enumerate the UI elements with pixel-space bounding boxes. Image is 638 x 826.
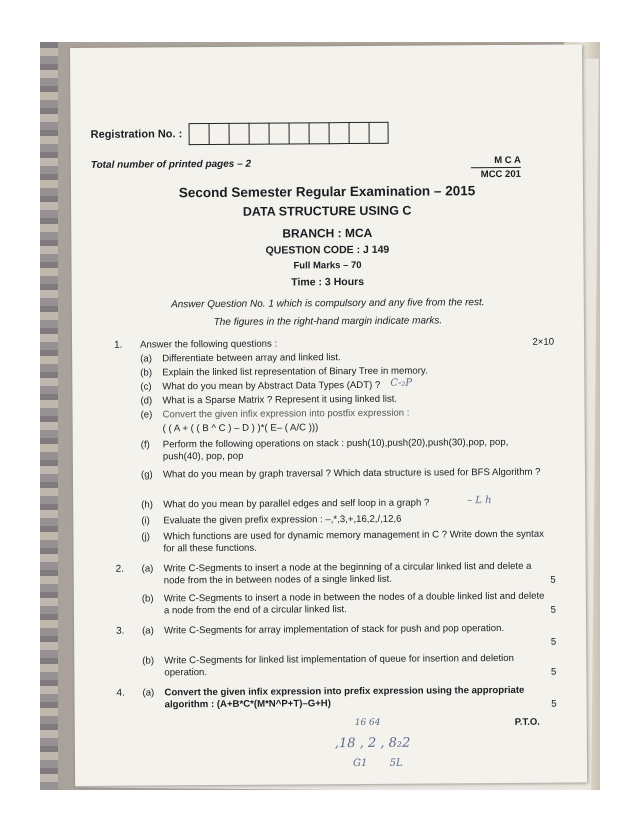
registration-box[interactable] <box>188 123 208 145</box>
sub-label: (a) <box>142 625 154 637</box>
sub-label: (a) <box>140 353 152 365</box>
sub-question-text: What do you mean by graph traversal ? Which data structure is used for BFS Algorithm ? <box>162 466 541 481</box>
sub-question-text: Which functions are used for dynamic memory management in C ? Write down the syntax for all these functions. <box>163 528 544 555</box>
registration-box[interactable] <box>308 122 328 144</box>
sub-label: (b) <box>141 593 154 605</box>
infix-expression: ( ( A + ( ( B ^ C ) – D ) )*( E– ( A/C ))) <box>162 422 319 435</box>
sub-question-marks: 5 <box>550 666 557 678</box>
course-code-block <box>471 155 521 180</box>
sub-question-text: Evaluate the given prefix expression : –,*,3,+,16,2,/,12,6 <box>163 513 402 527</box>
photo-background <box>40 42 600 790</box>
sub-question-text: Explain the linked list representation of Binary Tree in memory. <box>162 365 428 379</box>
branch: BRANCH : MCA <box>282 225 373 241</box>
subject-title: DATA STRUCTURE USING C <box>242 203 412 219</box>
registration-boxes <box>188 122 388 145</box>
course-code: MCC 201 <box>480 168 521 181</box>
registration-label: Registration No. : <box>90 128 183 141</box>
sub-question-marks: 5 <box>550 604 556 616</box>
handwritten-note: 16 64 <box>354 717 381 729</box>
handwritten-note: G1 5L <box>352 757 403 770</box>
registration-box[interactable] <box>328 122 348 144</box>
sub-label: (f) <box>140 439 150 451</box>
exam-title: Second Semester Regular Examination – 2015 <box>178 183 476 201</box>
sub-label: (e) <box>140 409 153 421</box>
registration-box[interactable] <box>288 122 308 144</box>
question-number: 2. <box>115 563 125 575</box>
sub-question-text: Differentiate between array and linked list. <box>162 352 341 365</box>
instruction-line-1: Answer Question No. 1 which is compulsory and any five from the rest. <box>171 297 485 311</box>
sub-label: (b) <box>142 655 155 667</box>
sub-question-marks: 5 <box>550 574 556 586</box>
question-number: 4. <box>116 687 125 699</box>
course-name: M C A <box>494 154 521 167</box>
exam-paper <box>70 44 587 786</box>
question-text: Answer the following questions : <box>140 338 278 351</box>
sub-label: (d) <box>140 395 153 407</box>
sub-question-text: Perform the following operations on stack : push(10),push(20),push(30),pop, pop, push(40), pop, pop <box>162 436 509 463</box>
time: Time : 3 Hours <box>291 275 365 289</box>
registration-box[interactable] <box>368 122 388 144</box>
sub-label: (j) <box>141 531 150 543</box>
handwritten-note: ,18 , 2 , 8₂2 <box>334 735 411 752</box>
sub-question-text: Write C-Segments to insert a node at the beginning of a circular linked list and delete a node from the in between nodes of a single linked list. <box>163 560 532 587</box>
instruction-line-2: The figures in the right-hand margin indicate marks. <box>213 315 443 329</box>
sub-question-text: Convert the given infix expression into postfix expression : <box>162 407 410 421</box>
registration-box[interactable] <box>228 123 248 145</box>
sub-label: (a) <box>141 563 154 575</box>
question-code: QUESTION CODE : J 149 <box>265 243 390 257</box>
registration-row <box>91 122 389 146</box>
sub-label: (i) <box>141 515 150 527</box>
sub-question-text: What is a Sparse Matrix ? Represent it using linked list. <box>162 393 398 407</box>
sub-label: (b) <box>140 367 153 379</box>
sub-question-text: Write C-Segments for linked list implementation of queue for insertion and deletion operation. <box>164 652 514 679</box>
registration-box[interactable] <box>248 123 268 145</box>
sub-question-text: Write C-Segments for array implementation of stack for push and pop operation. <box>164 622 505 637</box>
registration-box[interactable] <box>348 122 368 144</box>
sub-question-marks: 5 <box>550 636 557 648</box>
question-number: 3. <box>116 625 125 637</box>
registration-box[interactable] <box>268 122 288 144</box>
question-number: 1. <box>114 339 123 351</box>
full-marks: Full Marks – 70 <box>293 259 362 272</box>
sub-question-text: Write C-Segments to insert a node in between the nodes of a double linked list and delete a node from the end of a circular linked list. <box>163 590 545 617</box>
pto-label: P.T.O. <box>514 716 540 728</box>
sub-label: (a) <box>142 687 155 699</box>
sub-question-marks: 5 <box>551 698 557 710</box>
sub-question-text: What do you mean by Abstract Data Types (ADT) ? <box>162 379 381 393</box>
sub-question-text: Convert the given infix expression into prefix expression using the appropriate algorithm : (A+B*C*(M*N^P+T)–G+H) <box>164 684 525 711</box>
handwritten-note: C-₂P <box>390 377 413 389</box>
background-strip-left <box>40 42 58 790</box>
registration-box[interactable] <box>208 123 228 145</box>
handwritten-note: – L h <box>467 495 492 507</box>
sub-question-text: What do you mean by parallel edges and self loop in a graph ? <box>163 497 430 511</box>
question-marks: 2×10 <box>532 336 555 348</box>
total-pages: Total number of printed pages – 2 <box>90 158 252 171</box>
sub-label: (c) <box>140 381 152 393</box>
sub-label: (h) <box>141 499 153 511</box>
sub-label: (g) <box>140 469 153 481</box>
